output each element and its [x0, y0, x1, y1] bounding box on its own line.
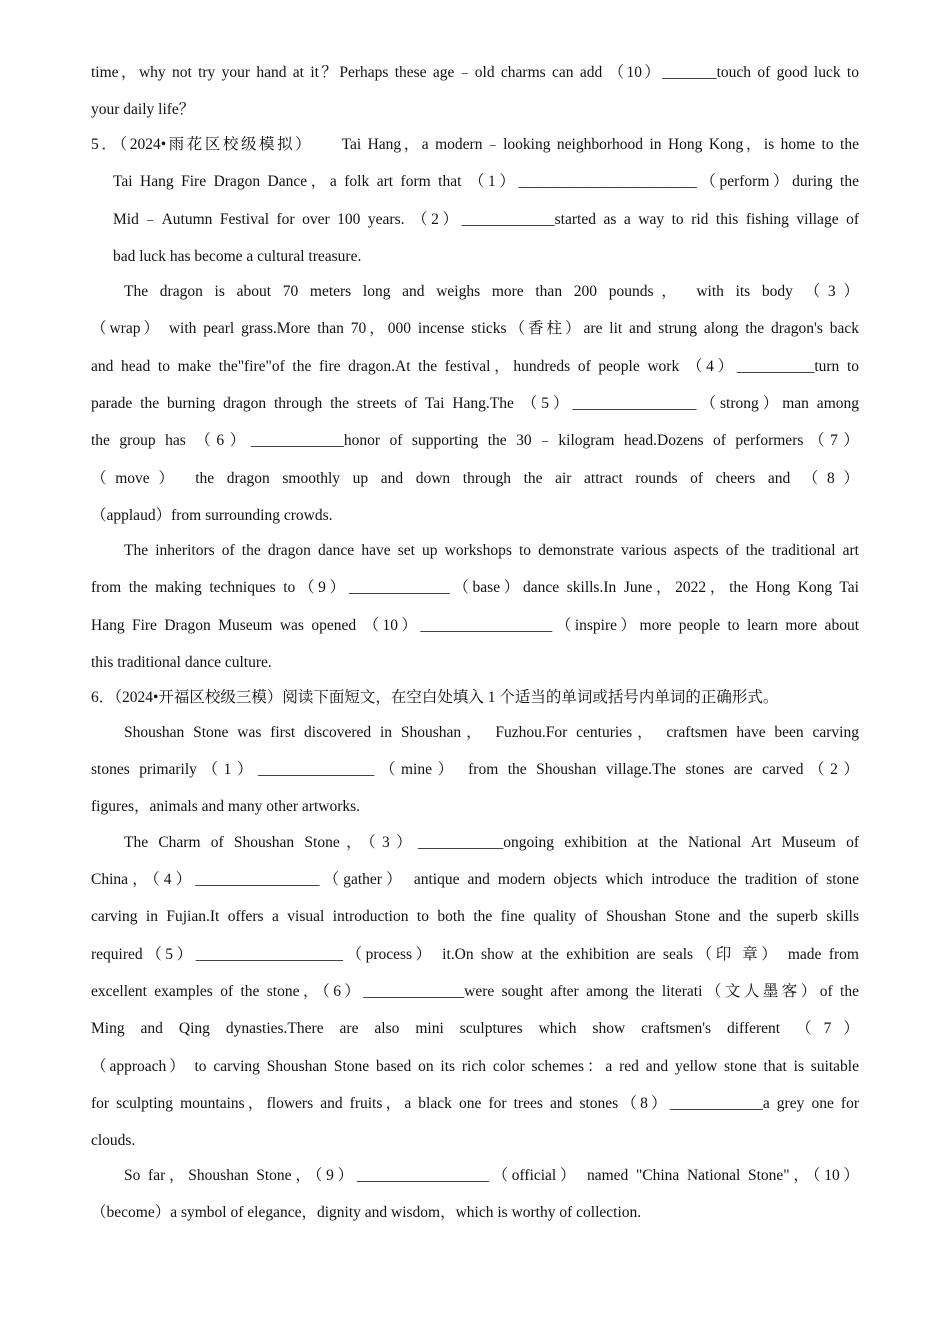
text-line: （become）a symbol of elegance，dignity and wisdom，which is worthy of collection.	[91, 1204, 642, 1221]
text-line: carving in Fujian.It offers a visual introduction to both the fine quality of Shoushan Stone and the superb skills	[91, 908, 859, 925]
text-line: （approach） to carving Shoushan Stone based on its rich color schemes：a red and yellow stone that is suitable	[91, 1058, 859, 1075]
text-line: stones primarily（1）_______________（mine） from the Shoushan village.The stones are carved（2）	[91, 761, 859, 778]
text-line: Tai Hang Fire Dragon Dance，a folk art form that （1）_______________________（perform）during the	[113, 173, 859, 190]
text-line: Hang Fire Dragon Museum was opened （10）_________________（inspire）more people to learn more about	[91, 617, 859, 634]
text-line: （applaud）from surrounding crowds.	[91, 507, 333, 524]
text-line: figures，animals and many other artworks.	[91, 798, 361, 815]
text-line: from the making techniques to（9）_____________（base）dance skills.In June，2022，the Hong Kong Tai	[91, 579, 859, 596]
text-line: China，（4）________________（gather） antique and modern objects which introduce the tradition of stone	[91, 871, 859, 888]
text-line: the group has （6）____________honor of supporting the 30﹣kilogram head.Dozens of performers（7）	[91, 432, 859, 449]
text-line: （wrap） with pearl grass.More than 70，000 incense sticks（香柱）are lit and strung along the dragon's back	[91, 320, 859, 337]
paragraph-start: The dragon is about 70 meters long and weighs more than 200 pounds， with its body （3）	[124, 283, 859, 300]
text-line: clouds.	[91, 1132, 136, 1149]
question-6-heading: 6．（2024•开福区校级三模）阅读下面短文，在空白处填入 1 个适当的单词或括号内单词的正确形式。	[91, 689, 779, 706]
text-line: time，why not try your hand at it？Perhaps these age﹣old charms can add （10）_______touch of good luck to	[91, 64, 859, 81]
text-line: for sculpting mountains，flowers and fruits，a black one for trees and stones（8）____________a grey one for	[91, 1095, 859, 1112]
paragraph-start: The Charm of Shoushan Stone，（3）___________ongoing exhibition at the National Art Museum of	[124, 834, 859, 851]
paragraph-start: Shoushan Stone was first discovered in Shoushan， Fuzhou.For centuries， craftsmen have been carving	[124, 724, 859, 741]
paragraph-start: So far，Shoushan Stone，（9）_________________（official） named "China National Stone"，（10）	[124, 1167, 859, 1184]
text-line: your daily life？	[91, 101, 195, 118]
text-line: required（5）___________________（process） it.On show at the exhibition are seals（印 章） made from	[91, 946, 859, 963]
text-line: excellent examples of the stone，（6）_____________were sought after among the literati（文人墨客）of the	[91, 983, 859, 1000]
text-line: this traditional dance culture.	[91, 654, 272, 671]
text-line: Ming and Qing dynasties.There are also mini sculptures which show craftsmen's different （7）	[91, 1020, 859, 1037]
text-line: （move） the dragon smoothly up and down through the air attract rounds of cheers and （8）	[91, 470, 859, 487]
paragraph-start: The inheritors of the dragon dance have set up workshops to demonstrate various aspects of the traditional art	[124, 542, 859, 559]
text-line: Mid﹣Autumn Festival for over 100 years. （2）____________started as a way to rid this fishing village of	[113, 211, 859, 228]
text-line: and head to make the"fire"of the fire dragon.At the festival，hundreds of people work （4）__________turn to	[91, 358, 859, 375]
text-line: parade the burning dragon through the streets of Tai Hang.The （5）________________（strong）man among	[91, 395, 859, 412]
text-line: bad luck has become a cultural treasure.	[113, 248, 362, 265]
question-5-heading: 5．（2024•雨花区校级模拟） Tai Hang，a modern﹣looking neighborhood in Hong Kong，is home to the	[91, 136, 859, 153]
